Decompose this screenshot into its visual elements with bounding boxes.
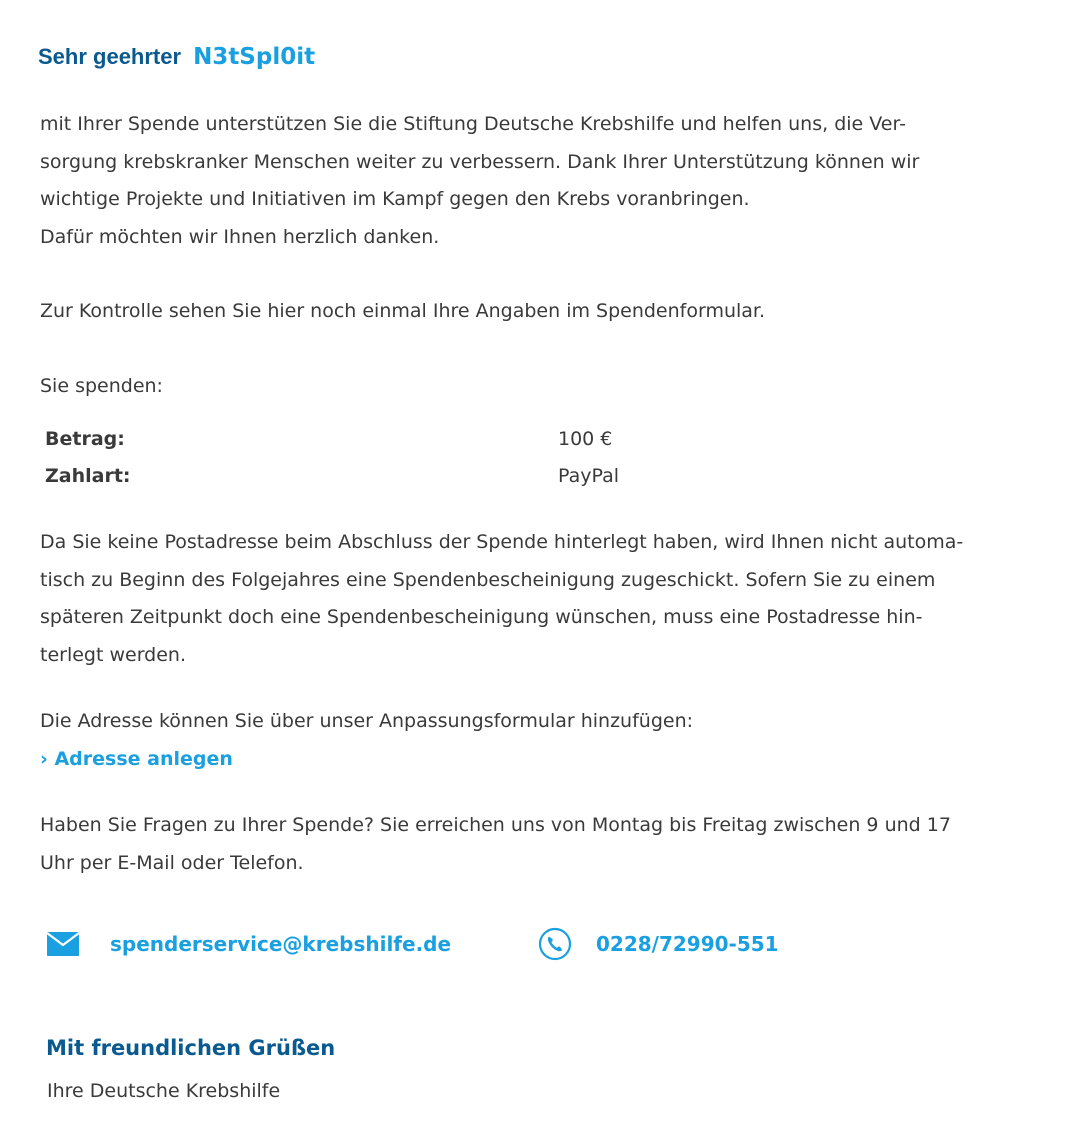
- notice-line: tisch zu Beginn des Folgejahres eine Spendenbescheinigung zugeschickt. Sofern Sie zu einem: [40, 568, 936, 591]
- intro-line: sorgung krebskranker Menschen weiter zu verbessern. Dank Ihrer Unterstützung können wir: [40, 150, 920, 173]
- phone-link[interactable]: 0228/72990-551: [596, 932, 779, 956]
- control-text: Zur Kontrolle sehen Sie hier noch einmal Ihre Angaben im Spendenformular.: [40, 300, 766, 322]
- table-row: [45, 458, 745, 495]
- phone-icon: [538, 927, 572, 961]
- salutation-text: Sehr geehrter: [38, 44, 182, 69]
- thanks-line: Dafür möchten wir Ihnen herzlich danken.: [40, 225, 440, 248]
- add-address-link[interactable]: › Adresse anlegen: [40, 747, 233, 770]
- username-text: N3tSpl0it: [193, 44, 316, 70]
- intro-line: mit Ihrer Spende unterstützen Sie die Stiftung Deutsche Krebshilfe und helfen uns, die Ver-: [40, 113, 906, 135]
- address-notice-paragraph: [40, 524, 1020, 674]
- address-form-text: Die Adresse können Sie über unser Anpassungsformular hinzufügen:: [40, 710, 694, 732]
- questions-paragraph: [40, 807, 1020, 882]
- donation-details-table: [45, 421, 745, 495]
- payment-method-label: Zahlart:: [45, 465, 131, 487]
- signature: Ihre Deutsche Krebshilfe: [47, 1080, 281, 1102]
- closing-greeting: Mit freundlichen Grüßen: [46, 1036, 336, 1060]
- greeting: [38, 44, 315, 70]
- intro-line: wichtige Projekte und Initiativen im Kampf gegen den Krebs voranbringen.: [40, 188, 750, 210]
- questions-line: Haben Sie Fragen zu Ihrer Spende? Sie erreichen uns von Montag bis Freitag zwischen 9 und 17: [40, 814, 951, 836]
- donation-heading: Sie spenden:: [40, 374, 163, 397]
- notice-line: terlegt werden.: [40, 643, 187, 666]
- payment-method-value: PayPal: [558, 465, 620, 487]
- email-link[interactable]: spenderservice@krebshilfe.de: [110, 932, 452, 956]
- amount-value: 100 €: [558, 428, 613, 450]
- phone-contact: [538, 924, 779, 964]
- envelope-icon: [46, 931, 80, 957]
- contact-row: [46, 924, 946, 964]
- amount-label: Betrag:: [45, 428, 125, 450]
- questions-line: Uhr per E-Mail oder Telefon.: [40, 851, 304, 874]
- table-row: [45, 421, 745, 458]
- intro-paragraph: [40, 106, 1020, 256]
- email-contact: [46, 924, 451, 964]
- notice-line: Da Sie keine Postadresse beim Abschluss der Spende hinterlegt haben, wird Ihnen nicht automa-: [40, 531, 964, 553]
- email-body: [40, 106, 1020, 882]
- notice-line: späteren Zeitpunkt doch eine Spendenbescheinigung wünschen, muss eine Postadresse hin-: [40, 606, 923, 628]
